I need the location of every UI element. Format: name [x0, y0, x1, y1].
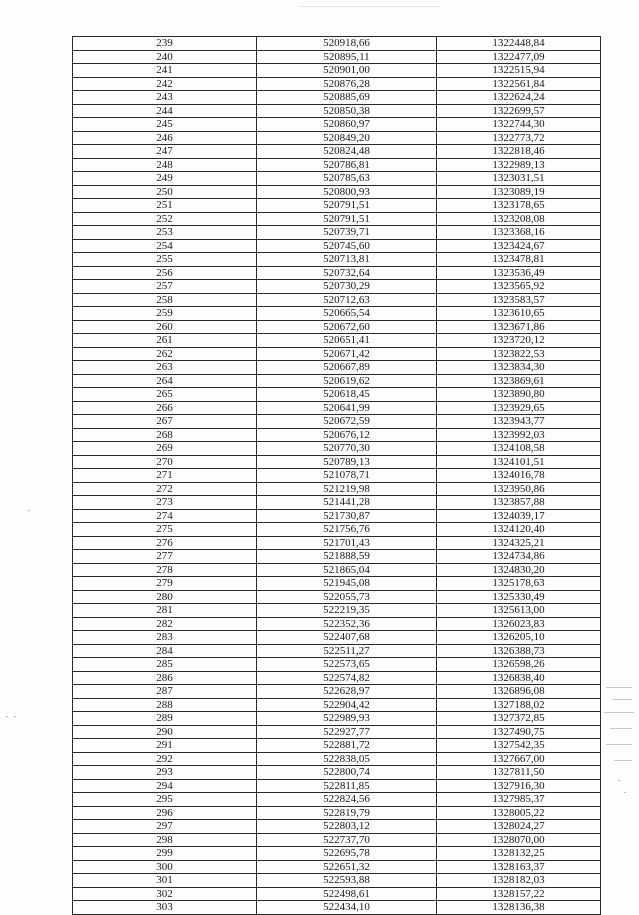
y-coordinate-cell: 1324734,86: [437, 550, 601, 564]
point-number-cell: 246: [73, 131, 257, 145]
x-coordinate-cell: 520895,11: [257, 50, 437, 64]
x-coordinate-cell: 520745,60: [257, 239, 437, 253]
point-number-cell: 245: [73, 118, 257, 132]
table-row: [73, 793, 601, 807]
y-coordinate-cell: 1326205,10: [437, 631, 601, 645]
y-coordinate-cell: 1323610,65: [437, 307, 601, 321]
table-row: [73, 766, 601, 780]
x-coordinate-cell: 521888,59: [257, 550, 437, 564]
table-row: [73, 347, 601, 361]
point-number-cell: 281: [73, 604, 257, 618]
y-coordinate-cell: 1322515,94: [437, 64, 601, 78]
x-coordinate-cell: 520641,99: [257, 401, 437, 415]
table-row: [73, 64, 601, 78]
point-number-cell: 300: [73, 860, 257, 874]
x-coordinate-cell: 522989,93: [257, 712, 437, 726]
table-row: [73, 658, 601, 672]
y-coordinate-cell: 1323565,92: [437, 280, 601, 294]
x-coordinate-cell: 520791,51: [257, 199, 437, 213]
point-number-cell: 255: [73, 253, 257, 267]
table-row: [73, 361, 601, 375]
point-number-cell: 297: [73, 820, 257, 834]
point-number-cell: 251: [73, 199, 257, 213]
y-coordinate-cell: 1323089,19: [437, 185, 601, 199]
point-number-cell: 260: [73, 320, 257, 334]
x-coordinate-cell: 522498,61: [257, 887, 437, 901]
y-coordinate-cell: 1325330,49: [437, 590, 601, 604]
y-coordinate-cell: 1324101,51: [437, 455, 601, 469]
table-row: [73, 590, 601, 604]
y-coordinate-cell: 1328070,00: [437, 833, 601, 847]
table-row: [73, 469, 601, 483]
x-coordinate-cell: 520785,63: [257, 172, 437, 186]
coordinates-table-body: [73, 37, 601, 915]
point-number-cell: 280: [73, 590, 257, 604]
point-number-cell: 283: [73, 631, 257, 645]
y-coordinate-cell: 1326388,73: [437, 644, 601, 658]
point-number-cell: 266: [73, 401, 257, 415]
table-row: [73, 239, 601, 253]
table-row: [73, 725, 601, 739]
y-coordinate-cell: 1323178,65: [437, 199, 601, 213]
x-coordinate-cell: 520672,59: [257, 415, 437, 429]
point-number-cell: 239: [73, 37, 257, 51]
x-coordinate-cell: 521730,87: [257, 509, 437, 523]
table-row: [73, 428, 601, 442]
y-coordinate-cell: 1322744,30: [437, 118, 601, 132]
x-coordinate-cell: 522695,78: [257, 847, 437, 861]
y-coordinate-cell: 1328182,03: [437, 874, 601, 888]
y-coordinate-cell: 1323834,30: [437, 361, 601, 375]
x-coordinate-cell: 521945,08: [257, 577, 437, 591]
x-coordinate-cell: 522434,10: [257, 901, 437, 915]
table-row: [73, 442, 601, 456]
table-row: [73, 604, 601, 618]
y-coordinate-cell: 1323671,86: [437, 320, 601, 334]
y-coordinate-cell: 1326896,08: [437, 685, 601, 699]
scan-edge-line: [300, 6, 440, 7]
table-row: [73, 77, 601, 91]
table-row: [73, 752, 601, 766]
x-coordinate-cell: 520712,63: [257, 293, 437, 307]
point-number-cell: 249: [73, 172, 257, 186]
point-number-cell: 254: [73, 239, 257, 253]
y-coordinate-cell: 1324108,58: [437, 442, 601, 456]
table-row: [73, 185, 601, 199]
table-row: [73, 631, 601, 645]
table-row: [73, 901, 601, 915]
x-coordinate-cell: 522824,56: [257, 793, 437, 807]
x-coordinate-cell: 522407,68: [257, 631, 437, 645]
table-row: [73, 550, 601, 564]
point-number-cell: 242: [73, 77, 257, 91]
x-coordinate-cell: 522511,27: [257, 644, 437, 658]
x-coordinate-cell: 522927,77: [257, 725, 437, 739]
y-coordinate-cell: 1323536,49: [437, 266, 601, 280]
point-number-cell: 270: [73, 455, 257, 469]
table-row: [73, 307, 601, 321]
table-row: [73, 509, 601, 523]
table-row: [73, 820, 601, 834]
point-number-cell: 262: [73, 347, 257, 361]
point-number-cell: 285: [73, 658, 257, 672]
table-row: [73, 847, 601, 861]
y-coordinate-cell: 1323929,65: [437, 401, 601, 415]
y-coordinate-cell: 1323943,77: [437, 415, 601, 429]
table-row: [73, 523, 601, 537]
point-number-cell: 257: [73, 280, 257, 294]
point-number-cell: 292: [73, 752, 257, 766]
table-row: [73, 496, 601, 510]
y-coordinate-cell: 1327811,50: [437, 766, 601, 780]
y-coordinate-cell: 1326838,40: [437, 671, 601, 685]
table-row: [73, 172, 601, 186]
y-coordinate-cell: 1323583,57: [437, 293, 601, 307]
table-row: [73, 739, 601, 753]
y-coordinate-cell: 1324830,20: [437, 563, 601, 577]
point-number-cell: 244: [73, 104, 257, 118]
x-coordinate-cell: 522593,88: [257, 874, 437, 888]
y-coordinate-cell: 1322773,72: [437, 131, 601, 145]
x-coordinate-cell: 522628,97: [257, 685, 437, 699]
x-coordinate-cell: 520667,89: [257, 361, 437, 375]
x-coordinate-cell: 521865,04: [257, 563, 437, 577]
y-coordinate-cell: 1323031,51: [437, 172, 601, 186]
x-coordinate-cell: 520619,62: [257, 374, 437, 388]
x-coordinate-cell: 522055,73: [257, 590, 437, 604]
table-row: [73, 334, 601, 348]
point-number-cell: 252: [73, 212, 257, 226]
table-row: [73, 617, 601, 631]
table-row: [73, 874, 601, 888]
point-number-cell: 258: [73, 293, 257, 307]
x-coordinate-cell: 521441,28: [257, 496, 437, 510]
y-coordinate-cell: 1326598,26: [437, 658, 601, 672]
y-coordinate-cell: 1328132,25: [437, 847, 601, 861]
x-coordinate-cell: 522800,74: [257, 766, 437, 780]
x-coordinate-cell: 521701,43: [257, 536, 437, 550]
point-number-cell: 240: [73, 50, 257, 64]
x-coordinate-cell: 520665,54: [257, 307, 437, 321]
x-coordinate-cell: 520786,81: [257, 158, 437, 172]
y-coordinate-cell: 1322477,09: [437, 50, 601, 64]
y-coordinate-cell: 1323857,88: [437, 496, 601, 510]
point-number-cell: 302: [73, 887, 257, 901]
x-coordinate-cell: 522811,85: [257, 779, 437, 793]
y-coordinate-cell: 1323822,53: [437, 347, 601, 361]
x-coordinate-cell: 522904,42: [257, 698, 437, 712]
point-number-cell: 287: [73, 685, 257, 699]
x-coordinate-cell: 522838,05: [257, 752, 437, 766]
point-number-cell: 275: [73, 523, 257, 537]
y-coordinate-cell: 1328136,38: [437, 901, 601, 915]
table-row: [73, 415, 601, 429]
x-coordinate-cell: 522574,82: [257, 671, 437, 685]
x-coordinate-cell: 520901,00: [257, 64, 437, 78]
y-coordinate-cell: 1323424,67: [437, 239, 601, 253]
point-number-cell: 256: [73, 266, 257, 280]
x-coordinate-cell: 522352,36: [257, 617, 437, 631]
x-coordinate-cell: 520739,71: [257, 226, 437, 240]
point-number-cell: 259: [73, 307, 257, 321]
table-row: [73, 644, 601, 658]
y-coordinate-cell: 1328157,22: [437, 887, 601, 901]
y-coordinate-cell: 1322818,46: [437, 145, 601, 159]
x-coordinate-cell: 521078,71: [257, 469, 437, 483]
point-number-cell: 276: [73, 536, 257, 550]
point-number-cell: 261: [73, 334, 257, 348]
point-number-cell: 268: [73, 428, 257, 442]
y-coordinate-cell: 1323478,81: [437, 253, 601, 267]
y-coordinate-cell: 1325613,00: [437, 604, 601, 618]
y-coordinate-cell: 1324325,21: [437, 536, 601, 550]
x-coordinate-cell: 520732,64: [257, 266, 437, 280]
point-number-cell: 298: [73, 833, 257, 847]
table-row: [73, 131, 601, 145]
point-number-cell: 301: [73, 874, 257, 888]
point-number-cell: 277: [73, 550, 257, 564]
point-number-cell: 294: [73, 779, 257, 793]
x-coordinate-cell: 520824,48: [257, 145, 437, 159]
point-number-cell: 263: [73, 361, 257, 375]
point-number-cell: 248: [73, 158, 257, 172]
y-coordinate-cell: 1327490,75: [437, 725, 601, 739]
y-coordinate-cell: 1325178,63: [437, 577, 601, 591]
x-coordinate-cell: 520791,51: [257, 212, 437, 226]
x-coordinate-cell: 520672,60: [257, 320, 437, 334]
table-row: [73, 212, 601, 226]
y-coordinate-cell: 1322624,24: [437, 91, 601, 105]
x-coordinate-cell: 520850,38: [257, 104, 437, 118]
point-number-cell: 274: [73, 509, 257, 523]
y-coordinate-cell: 1323890,80: [437, 388, 601, 402]
y-coordinate-cell: 1326023,83: [437, 617, 601, 631]
x-coordinate-cell: 520849,20: [257, 131, 437, 145]
point-number-cell: 267: [73, 415, 257, 429]
x-coordinate-cell: 520918,66: [257, 37, 437, 51]
table-row: [73, 253, 601, 267]
x-coordinate-cell: 522573,65: [257, 658, 437, 672]
point-number-cell: 289: [73, 712, 257, 726]
point-number-cell: 293: [73, 766, 257, 780]
table-row: [73, 50, 601, 64]
y-coordinate-cell: 1327985,37: [437, 793, 601, 807]
point-number-cell: 253: [73, 226, 257, 240]
x-coordinate-cell: 522737,70: [257, 833, 437, 847]
y-coordinate-cell: 1323992,03: [437, 428, 601, 442]
y-coordinate-cell: 1328024,27: [437, 820, 601, 834]
point-number-cell: 247: [73, 145, 257, 159]
table-row: [73, 536, 601, 550]
table-row: [73, 293, 601, 307]
table-row: [73, 712, 601, 726]
y-coordinate-cell: 1324039,17: [437, 509, 601, 523]
x-coordinate-cell: 520860,97: [257, 118, 437, 132]
y-coordinate-cell: 1328005,22: [437, 806, 601, 820]
point-number-cell: 241: [73, 64, 257, 78]
x-coordinate-cell: 520671,42: [257, 347, 437, 361]
table-row: [73, 145, 601, 159]
table-row: [73, 118, 601, 132]
coordinates-table: [72, 36, 601, 915]
point-number-cell: 286: [73, 671, 257, 685]
table-row: [73, 158, 601, 172]
y-coordinate-cell: 1327372,85: [437, 712, 601, 726]
y-coordinate-cell: 1327542,35: [437, 739, 601, 753]
y-coordinate-cell: 1323869,61: [437, 374, 601, 388]
table-row: [73, 833, 601, 847]
point-number-cell: 299: [73, 847, 257, 861]
y-coordinate-cell: 1322448,84: [437, 37, 601, 51]
table-row: [73, 685, 601, 699]
point-number-cell: 288: [73, 698, 257, 712]
table-row: [73, 887, 601, 901]
y-coordinate-cell: 1327667,00: [437, 752, 601, 766]
x-coordinate-cell: 520789,13: [257, 455, 437, 469]
point-number-cell: 291: [73, 739, 257, 753]
point-number-cell: 273: [73, 496, 257, 510]
table-row: [73, 401, 601, 415]
y-coordinate-cell: 1322989,13: [437, 158, 601, 172]
point-number-cell: 284: [73, 644, 257, 658]
y-coordinate-cell: 1324016,78: [437, 469, 601, 483]
y-coordinate-cell: 1327188,02: [437, 698, 601, 712]
point-number-cell: 295: [73, 793, 257, 807]
x-coordinate-cell: 521219,98: [257, 482, 437, 496]
y-coordinate-cell: 1323368,16: [437, 226, 601, 240]
table-row: [73, 860, 601, 874]
table-row: [73, 671, 601, 685]
point-number-cell: 272: [73, 482, 257, 496]
y-coordinate-cell: 1327916,30: [437, 779, 601, 793]
point-number-cell: 269: [73, 442, 257, 456]
point-number-cell: 264: [73, 374, 257, 388]
x-coordinate-cell: 520713,81: [257, 253, 437, 267]
x-coordinate-cell: 522651,32: [257, 860, 437, 874]
table-row: [73, 698, 601, 712]
x-coordinate-cell: 522819,79: [257, 806, 437, 820]
table-row: [73, 280, 601, 294]
table-row: [73, 266, 601, 280]
x-coordinate-cell: 520800,93: [257, 185, 437, 199]
y-coordinate-cell: 1323950,86: [437, 482, 601, 496]
x-coordinate-cell: 520618,45: [257, 388, 437, 402]
table-row: [73, 374, 601, 388]
point-number-cell: 303: [73, 901, 257, 915]
y-coordinate-cell: 1322699,57: [437, 104, 601, 118]
table-row: [73, 455, 601, 469]
point-number-cell: 278: [73, 563, 257, 577]
point-number-cell: 271: [73, 469, 257, 483]
y-coordinate-cell: 1323720,12: [437, 334, 601, 348]
table-row: [73, 482, 601, 496]
point-number-cell: 265: [73, 388, 257, 402]
point-number-cell: 282: [73, 617, 257, 631]
table-row: [73, 199, 601, 213]
x-coordinate-cell: 522881,72: [257, 739, 437, 753]
x-coordinate-cell: 520676,12: [257, 428, 437, 442]
x-coordinate-cell: 520876,28: [257, 77, 437, 91]
x-coordinate-cell: 522803,12: [257, 820, 437, 834]
table-row: [73, 104, 601, 118]
point-number-cell: 296: [73, 806, 257, 820]
table-row: [73, 806, 601, 820]
y-coordinate-cell: 1323208,08: [437, 212, 601, 226]
x-coordinate-cell: 520730,29: [257, 280, 437, 294]
y-coordinate-cell: 1322561,84: [437, 77, 601, 91]
point-number-cell: 290: [73, 725, 257, 739]
x-coordinate-cell: 520770,30: [257, 442, 437, 456]
table-row: [73, 779, 601, 793]
table-row: [73, 37, 601, 51]
y-coordinate-cell: 1328163,37: [437, 860, 601, 874]
y-coordinate-cell: 1324120,40: [437, 523, 601, 537]
x-coordinate-cell: 520885,69: [257, 91, 437, 105]
table-row: [73, 320, 601, 334]
table-row: [73, 388, 601, 402]
table-row: [73, 91, 601, 105]
point-number-cell: 250: [73, 185, 257, 199]
x-coordinate-cell: 522219,35: [257, 604, 437, 618]
x-coordinate-cell: 520651,41: [257, 334, 437, 348]
x-coordinate-cell: 521756,76: [257, 523, 437, 537]
table-row: [73, 226, 601, 240]
table-row: [73, 577, 601, 591]
point-number-cell: 243: [73, 91, 257, 105]
point-number-cell: 279: [73, 577, 257, 591]
table-row: [73, 563, 601, 577]
